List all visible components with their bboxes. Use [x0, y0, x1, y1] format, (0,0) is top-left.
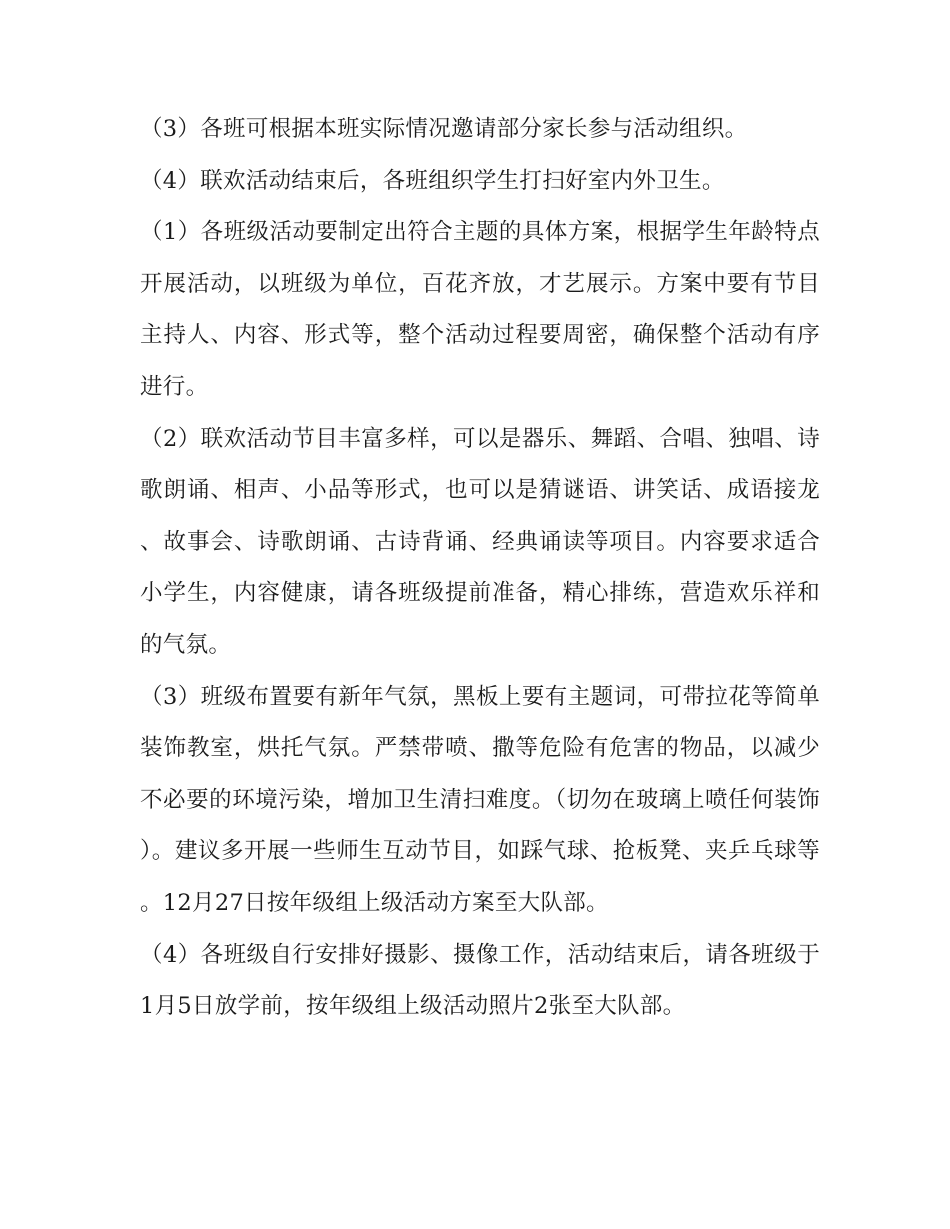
paragraph-2-program-variety: （2）联欢活动节目丰富多样，可以是器乐、舞蹈、合唱、独唱、诗歌朗诵、相声、小品等形式，也可以是猜谜语、讲笑话、成语接龙、故事会、诗歌朗诵、古诗背诵、经典诵读等项目。内容要求适合小学生，内容健康，请各班级提前准备，精心排练，营造欢乐祥和的气氛。	[140, 425, 820, 658]
paragraph-3-classroom-decoration: （3）班级布置要有新年气氛，黑板上要有主题词，可带拉花等简单装饰教室，烘托气氛。严禁带喷、撒等危险有危害的物品，以减少不必要的环境污染，增加卫生清扫难度。（切勿在玻璃上喷任何装饰）。建议多开展一些师生互动节目，如踩气球、抢板凳、夹乒乓球等。12月27日按年级组上级活动方案至大队部。	[140, 683, 820, 916]
document-body	[140, 104, 820, 1033]
paragraph-4-photography: （4）各班级自行安排好摄影、摄像工作，活动结束后，请各班级于1月5日放学前，按年级组上级活动照片2张至大队部。	[140, 941, 820, 1020]
paragraph-1-activity-plan: （1）各班级活动要制定出符合主题的具体方案，根据学生年龄特点开展活动，以班级为单位，百花齐放，才艺展示。方案中要有节目主持人、内容、形式等，整个活动过程要周密，确保整个活动有序进行。	[140, 219, 820, 400]
paragraph-4-cleanup: （4）联欢活动结束后，各班组织学生打扫好室内外卫生。	[140, 167, 725, 194]
paragraph-3-invite-parents: （3）各班可根据本班实际情况邀请部分家长参与活动组织。	[140, 116, 748, 142]
